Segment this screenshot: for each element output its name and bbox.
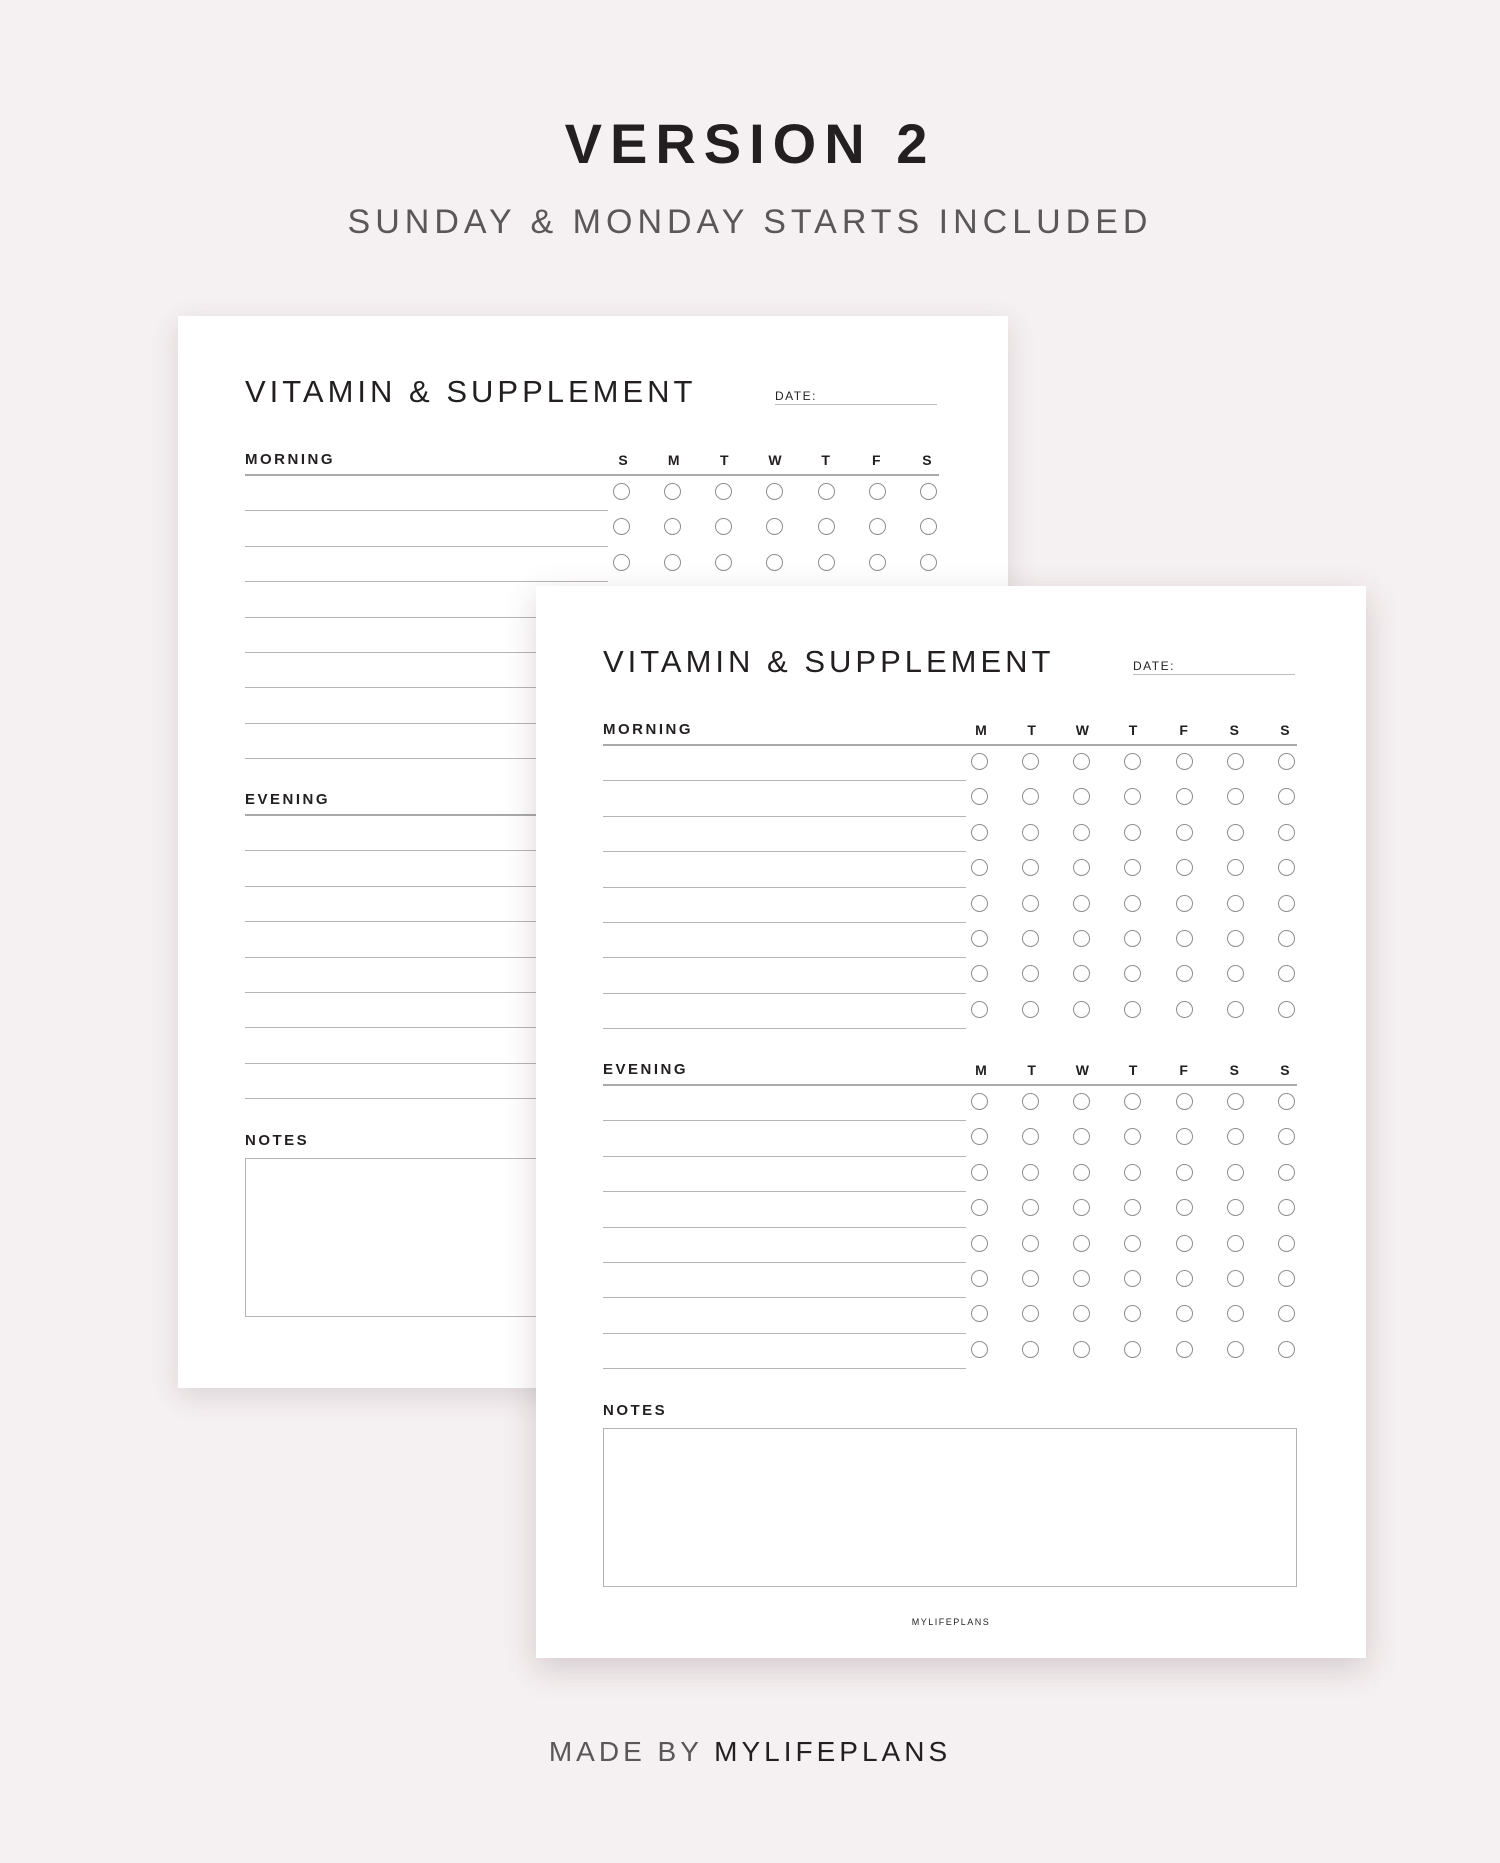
- section-label: MORNING: [245, 451, 335, 468]
- day-checkbox[interactable]: [715, 554, 732, 571]
- weekday-label: S: [922, 452, 932, 468]
- day-checkbox-group: [969, 1305, 1297, 1325]
- day-checkbox[interactable]: [1073, 859, 1090, 876]
- day-checkbox[interactable]: [971, 1001, 988, 1018]
- section-label: EVENING: [603, 1061, 689, 1078]
- sheet-title: VITAMIN & SUPPLEMENT: [245, 374, 697, 409]
- day-checkbox[interactable]: [1124, 824, 1141, 841]
- day-checkbox[interactable]: [1124, 930, 1141, 947]
- evening-section: [603, 1054, 1297, 1369]
- weekday-label: S: [618, 452, 628, 468]
- day-checkbox[interactable]: [1227, 965, 1244, 982]
- notes-section: [603, 1402, 1297, 1587]
- day-checkbox[interactable]: [1227, 1001, 1244, 1018]
- day-checkbox[interactable]: [971, 895, 988, 912]
- day-checkbox[interactable]: [1227, 1305, 1244, 1322]
- day-checkbox[interactable]: [971, 824, 988, 841]
- day-checkbox[interactable]: [1278, 788, 1295, 805]
- weekday-label: T: [1128, 722, 1138, 738]
- day-checkbox[interactable]: [613, 518, 630, 535]
- sheet-brand: MYLIFEPLANS: [911, 1617, 991, 1627]
- tracker-row: [603, 888, 1297, 923]
- day-checkbox[interactable]: [1073, 1128, 1090, 1145]
- weekday-label: W: [1075, 1062, 1089, 1078]
- tracker-row: [603, 994, 1297, 1029]
- day-checkbox[interactable]: [1278, 753, 1295, 770]
- day-checkbox[interactable]: [1022, 859, 1039, 876]
- day-checkbox-group: [611, 483, 939, 503]
- day-checkbox[interactable]: [1278, 1128, 1295, 1145]
- day-checkbox[interactable]: [1278, 1093, 1295, 1110]
- day-checkbox[interactable]: [1124, 1305, 1141, 1322]
- day-checkbox[interactable]: [1176, 1093, 1193, 1110]
- day-checkbox[interactable]: [1073, 1093, 1090, 1110]
- day-checkbox[interactable]: [1022, 930, 1039, 947]
- tracker-row: [603, 852, 1297, 887]
- day-checkbox[interactable]: [1176, 1305, 1193, 1322]
- date-line: [775, 404, 937, 405]
- page-footer: [0, 1732, 1500, 1772]
- tracker-row: [603, 1298, 1297, 1333]
- day-checkbox[interactable]: [1176, 1001, 1193, 1018]
- day-checkbox[interactable]: [1176, 824, 1193, 841]
- day-checkbox[interactable]: [1278, 965, 1295, 982]
- day-checkbox[interactable]: [1124, 1093, 1141, 1110]
- section-label: EVENING: [245, 791, 331, 808]
- weekday-label: W: [1075, 722, 1089, 738]
- day-checkbox[interactable]: [920, 483, 937, 500]
- page-headline: VERSION 2: [564, 112, 936, 175]
- supplement-write-line[interactable]: [603, 1028, 966, 1029]
- day-checkbox[interactable]: [920, 554, 937, 571]
- day-checkbox[interactable]: [1073, 788, 1090, 805]
- day-checkbox[interactable]: [1073, 1341, 1090, 1358]
- weekday-header: [611, 451, 939, 469]
- day-checkbox[interactable]: [971, 859, 988, 876]
- tracker-rows: [603, 746, 1297, 1029]
- day-checkbox[interactable]: [1124, 788, 1141, 805]
- day-checkbox-group: [969, 965, 1297, 985]
- day-checkbox[interactable]: [1176, 930, 1193, 947]
- tracker-row: [245, 476, 939, 511]
- day-checkbox[interactable]: [1278, 1341, 1295, 1358]
- day-checkbox[interactable]: [1124, 859, 1141, 876]
- weekday-label: T: [720, 452, 729, 468]
- day-checkbox[interactable]: [613, 483, 630, 500]
- weekday-label: S: [1280, 722, 1290, 738]
- weekday-label: M: [667, 452, 680, 468]
- day-checkbox[interactable]: [1176, 859, 1193, 876]
- day-checkbox[interactable]: [1176, 1128, 1193, 1145]
- day-checkbox-group: [969, 824, 1297, 844]
- day-checkbox-group: [969, 895, 1297, 915]
- day-checkbox[interactable]: [1176, 895, 1193, 912]
- day-checkbox[interactable]: [1124, 1001, 1141, 1018]
- weekday-label: T: [1027, 722, 1036, 738]
- day-checkbox[interactable]: [971, 965, 988, 982]
- day-checkbox[interactable]: [1022, 1235, 1039, 1252]
- weekday-label: T: [1128, 1062, 1138, 1078]
- day-checkbox[interactable]: [1278, 1001, 1295, 1018]
- tracker-row: [603, 1228, 1297, 1263]
- footer-brand: MYLIFEPLANS: [714, 1736, 952, 1767]
- weekday-label: T: [1027, 1062, 1036, 1078]
- day-checkbox-group: [969, 859, 1297, 879]
- day-checkbox[interactable]: [1022, 1270, 1039, 1287]
- day-checkbox[interactable]: [1073, 1270, 1090, 1287]
- planner-sheet-monday-start: [536, 586, 1366, 1658]
- day-checkbox[interactable]: [1124, 753, 1141, 770]
- day-checkbox-group: [969, 1093, 1297, 1113]
- weekday-label: S: [1280, 1062, 1290, 1078]
- day-checkbox[interactable]: [1278, 895, 1295, 912]
- day-checkbox[interactable]: [1022, 1199, 1039, 1216]
- day-checkbox[interactable]: [766, 518, 783, 535]
- day-checkbox[interactable]: [869, 518, 886, 535]
- day-checkbox[interactable]: [1124, 965, 1141, 982]
- day-checkbox[interactable]: [1022, 1164, 1039, 1181]
- tracker-row: [245, 547, 939, 582]
- day-checkbox[interactable]: [1124, 1270, 1141, 1287]
- day-checkbox-group: [969, 1270, 1297, 1290]
- tracker-row: [603, 1263, 1297, 1298]
- day-checkbox[interactable]: [1022, 1341, 1039, 1358]
- day-checkbox[interactable]: [1073, 930, 1090, 947]
- day-checkbox[interactable]: [715, 483, 732, 500]
- day-checkbox[interactable]: [766, 554, 783, 571]
- weekday-header: [969, 1061, 1297, 1079]
- day-checkbox[interactable]: [971, 753, 988, 770]
- day-checkbox[interactable]: [1073, 1305, 1090, 1322]
- tracker-row: [603, 781, 1297, 816]
- day-checkbox[interactable]: [1278, 1199, 1295, 1216]
- day-checkbox-group: [969, 930, 1297, 950]
- day-checkbox-group: [969, 1128, 1297, 1148]
- day-checkbox[interactable]: [1176, 1235, 1193, 1252]
- weekday-label: F: [1179, 722, 1188, 738]
- day-checkbox[interactable]: [1073, 1235, 1090, 1252]
- day-checkbox[interactable]: [664, 518, 681, 535]
- day-checkbox[interactable]: [1278, 1305, 1295, 1322]
- day-checkbox-group: [611, 518, 939, 538]
- day-checkbox[interactable]: [1022, 1093, 1039, 1110]
- day-checkbox[interactable]: [1278, 824, 1295, 841]
- day-checkbox[interactable]: [613, 554, 630, 571]
- weekday-label: F: [1179, 1062, 1188, 1078]
- day-checkbox[interactable]: [1073, 824, 1090, 841]
- day-checkbox[interactable]: [1124, 1341, 1141, 1358]
- day-checkbox[interactable]: [920, 518, 937, 535]
- day-checkbox[interactable]: [1227, 895, 1244, 912]
- day-checkbox-group: [969, 1235, 1297, 1255]
- tracker-row: [603, 923, 1297, 958]
- day-checkbox[interactable]: [971, 1235, 988, 1252]
- day-checkbox[interactable]: [1176, 788, 1193, 805]
- day-checkbox[interactable]: [1073, 753, 1090, 770]
- day-checkbox[interactable]: [1073, 895, 1090, 912]
- weekday-label: T: [821, 452, 830, 468]
- day-checkbox[interactable]: [1227, 1270, 1244, 1287]
- day-checkbox[interactable]: [1124, 895, 1141, 912]
- day-checkbox[interactable]: [971, 1164, 988, 1181]
- weekday-label: W: [768, 452, 782, 468]
- day-checkbox[interactable]: [1227, 1164, 1244, 1181]
- day-checkbox[interactable]: [1124, 1164, 1141, 1181]
- section-header: [245, 444, 939, 476]
- section-header: [603, 1054, 1297, 1086]
- day-checkbox[interactable]: [1073, 1001, 1090, 1018]
- day-checkbox-group: [969, 1199, 1297, 1219]
- tracker-row: [603, 1192, 1297, 1227]
- day-checkbox[interactable]: [1278, 930, 1295, 947]
- date-line: [1133, 674, 1295, 675]
- tracker-row: [245, 511, 939, 546]
- day-checkbox[interactable]: [1176, 1164, 1193, 1181]
- day-checkbox[interactable]: [818, 518, 835, 535]
- day-checkbox[interactable]: [869, 483, 886, 500]
- section-label: MORNING: [603, 721, 693, 738]
- day-checkbox[interactable]: [818, 554, 835, 571]
- notes-label: NOTES: [245, 1132, 310, 1149]
- day-checkbox[interactable]: [1022, 1128, 1039, 1145]
- tracker-row: [603, 1334, 1297, 1369]
- day-checkbox[interactable]: [1278, 859, 1295, 876]
- day-checkbox-group: [969, 753, 1297, 773]
- day-checkbox[interactable]: [818, 483, 835, 500]
- day-checkbox[interactable]: [1176, 1199, 1193, 1216]
- day-checkbox[interactable]: [971, 1270, 988, 1287]
- weekday-label: M: [975, 1062, 987, 1078]
- day-checkbox[interactable]: [1278, 1164, 1295, 1181]
- day-checkbox[interactable]: [1073, 965, 1090, 982]
- tracker-row: [603, 958, 1297, 993]
- day-checkbox-group: [969, 788, 1297, 808]
- day-checkbox[interactable]: [971, 1128, 988, 1145]
- day-checkbox[interactable]: [1227, 753, 1244, 770]
- notes-box[interactable]: [603, 1428, 1297, 1587]
- day-checkbox[interactable]: [1176, 1341, 1193, 1358]
- day-checkbox[interactable]: [1278, 1235, 1295, 1252]
- page-subheadline: SUNDAY & MONDAY STARTS INCLUDED: [347, 203, 1153, 241]
- tracker-row: [603, 817, 1297, 852]
- day-checkbox[interactable]: [1022, 1305, 1039, 1322]
- day-checkbox-group: [611, 554, 939, 574]
- footer-prefix: MADE BY: [548, 1736, 703, 1767]
- day-checkbox[interactable]: [1227, 1093, 1244, 1110]
- tracker-row: [603, 746, 1297, 781]
- section-header: [603, 714, 1297, 746]
- day-checkbox[interactable]: [1022, 788, 1039, 805]
- day-checkbox[interactable]: [1176, 965, 1193, 982]
- day-checkbox[interactable]: [664, 554, 681, 571]
- day-checkbox[interactable]: [1176, 753, 1193, 770]
- day-checkbox[interactable]: [1073, 1164, 1090, 1181]
- day-checkbox[interactable]: [1227, 1128, 1244, 1145]
- weekday-label: S: [1229, 722, 1239, 738]
- weekday-label: F: [872, 452, 881, 468]
- day-checkbox[interactable]: [1227, 824, 1244, 841]
- tracker-rows: [603, 1086, 1297, 1369]
- day-checkbox[interactable]: [1022, 895, 1039, 912]
- supplement-write-line[interactable]: [603, 1368, 966, 1369]
- day-checkbox[interactable]: [664, 483, 681, 500]
- date-label: DATE:: [1133, 659, 1175, 673]
- weekday-label: M: [975, 722, 987, 738]
- day-checkbox[interactable]: [1227, 859, 1244, 876]
- day-checkbox[interactable]: [1227, 1199, 1244, 1216]
- notes-label: NOTES: [603, 1402, 668, 1419]
- day-checkbox-group: [969, 1164, 1297, 1184]
- day-checkbox[interactable]: [869, 554, 886, 571]
- day-checkbox[interactable]: [971, 788, 988, 805]
- day-checkbox[interactable]: [1022, 1001, 1039, 1018]
- day-checkbox[interactable]: [1227, 1341, 1244, 1358]
- tracker-row: [603, 1086, 1297, 1121]
- day-checkbox[interactable]: [971, 1305, 988, 1322]
- day-checkbox[interactable]: [1073, 1199, 1090, 1216]
- tracker-row: [603, 1121, 1297, 1156]
- day-checkbox[interactable]: [1227, 788, 1244, 805]
- day-checkbox[interactable]: [1227, 1235, 1244, 1252]
- day-checkbox-group: [969, 1341, 1297, 1361]
- morning-section: [603, 714, 1297, 1029]
- day-checkbox[interactable]: [1022, 753, 1039, 770]
- day-checkbox[interactable]: [1022, 965, 1039, 982]
- day-checkbox[interactable]: [715, 518, 732, 535]
- date-label: DATE:: [775, 389, 817, 403]
- weekday-header: [969, 721, 1297, 739]
- day-checkbox[interactable]: [766, 483, 783, 500]
- day-checkbox-group: [969, 1001, 1297, 1021]
- day-checkbox[interactable]: [1278, 1270, 1295, 1287]
- weekday-label: S: [1229, 1062, 1239, 1078]
- day-checkbox[interactable]: [1176, 1270, 1193, 1287]
- day-checkbox[interactable]: [1124, 1128, 1141, 1145]
- day-checkbox[interactable]: [1227, 930, 1244, 947]
- day-checkbox[interactable]: [1124, 1235, 1141, 1252]
- day-checkbox[interactable]: [971, 1199, 988, 1216]
- day-checkbox[interactable]: [971, 930, 988, 947]
- day-checkbox[interactable]: [971, 1093, 988, 1110]
- sheet-title: VITAMIN & SUPPLEMENT: [603, 644, 1055, 679]
- day-checkbox[interactable]: [971, 1341, 988, 1358]
- day-checkbox[interactable]: [1124, 1199, 1141, 1216]
- tracker-row: [603, 1157, 1297, 1192]
- day-checkbox[interactable]: [1022, 824, 1039, 841]
